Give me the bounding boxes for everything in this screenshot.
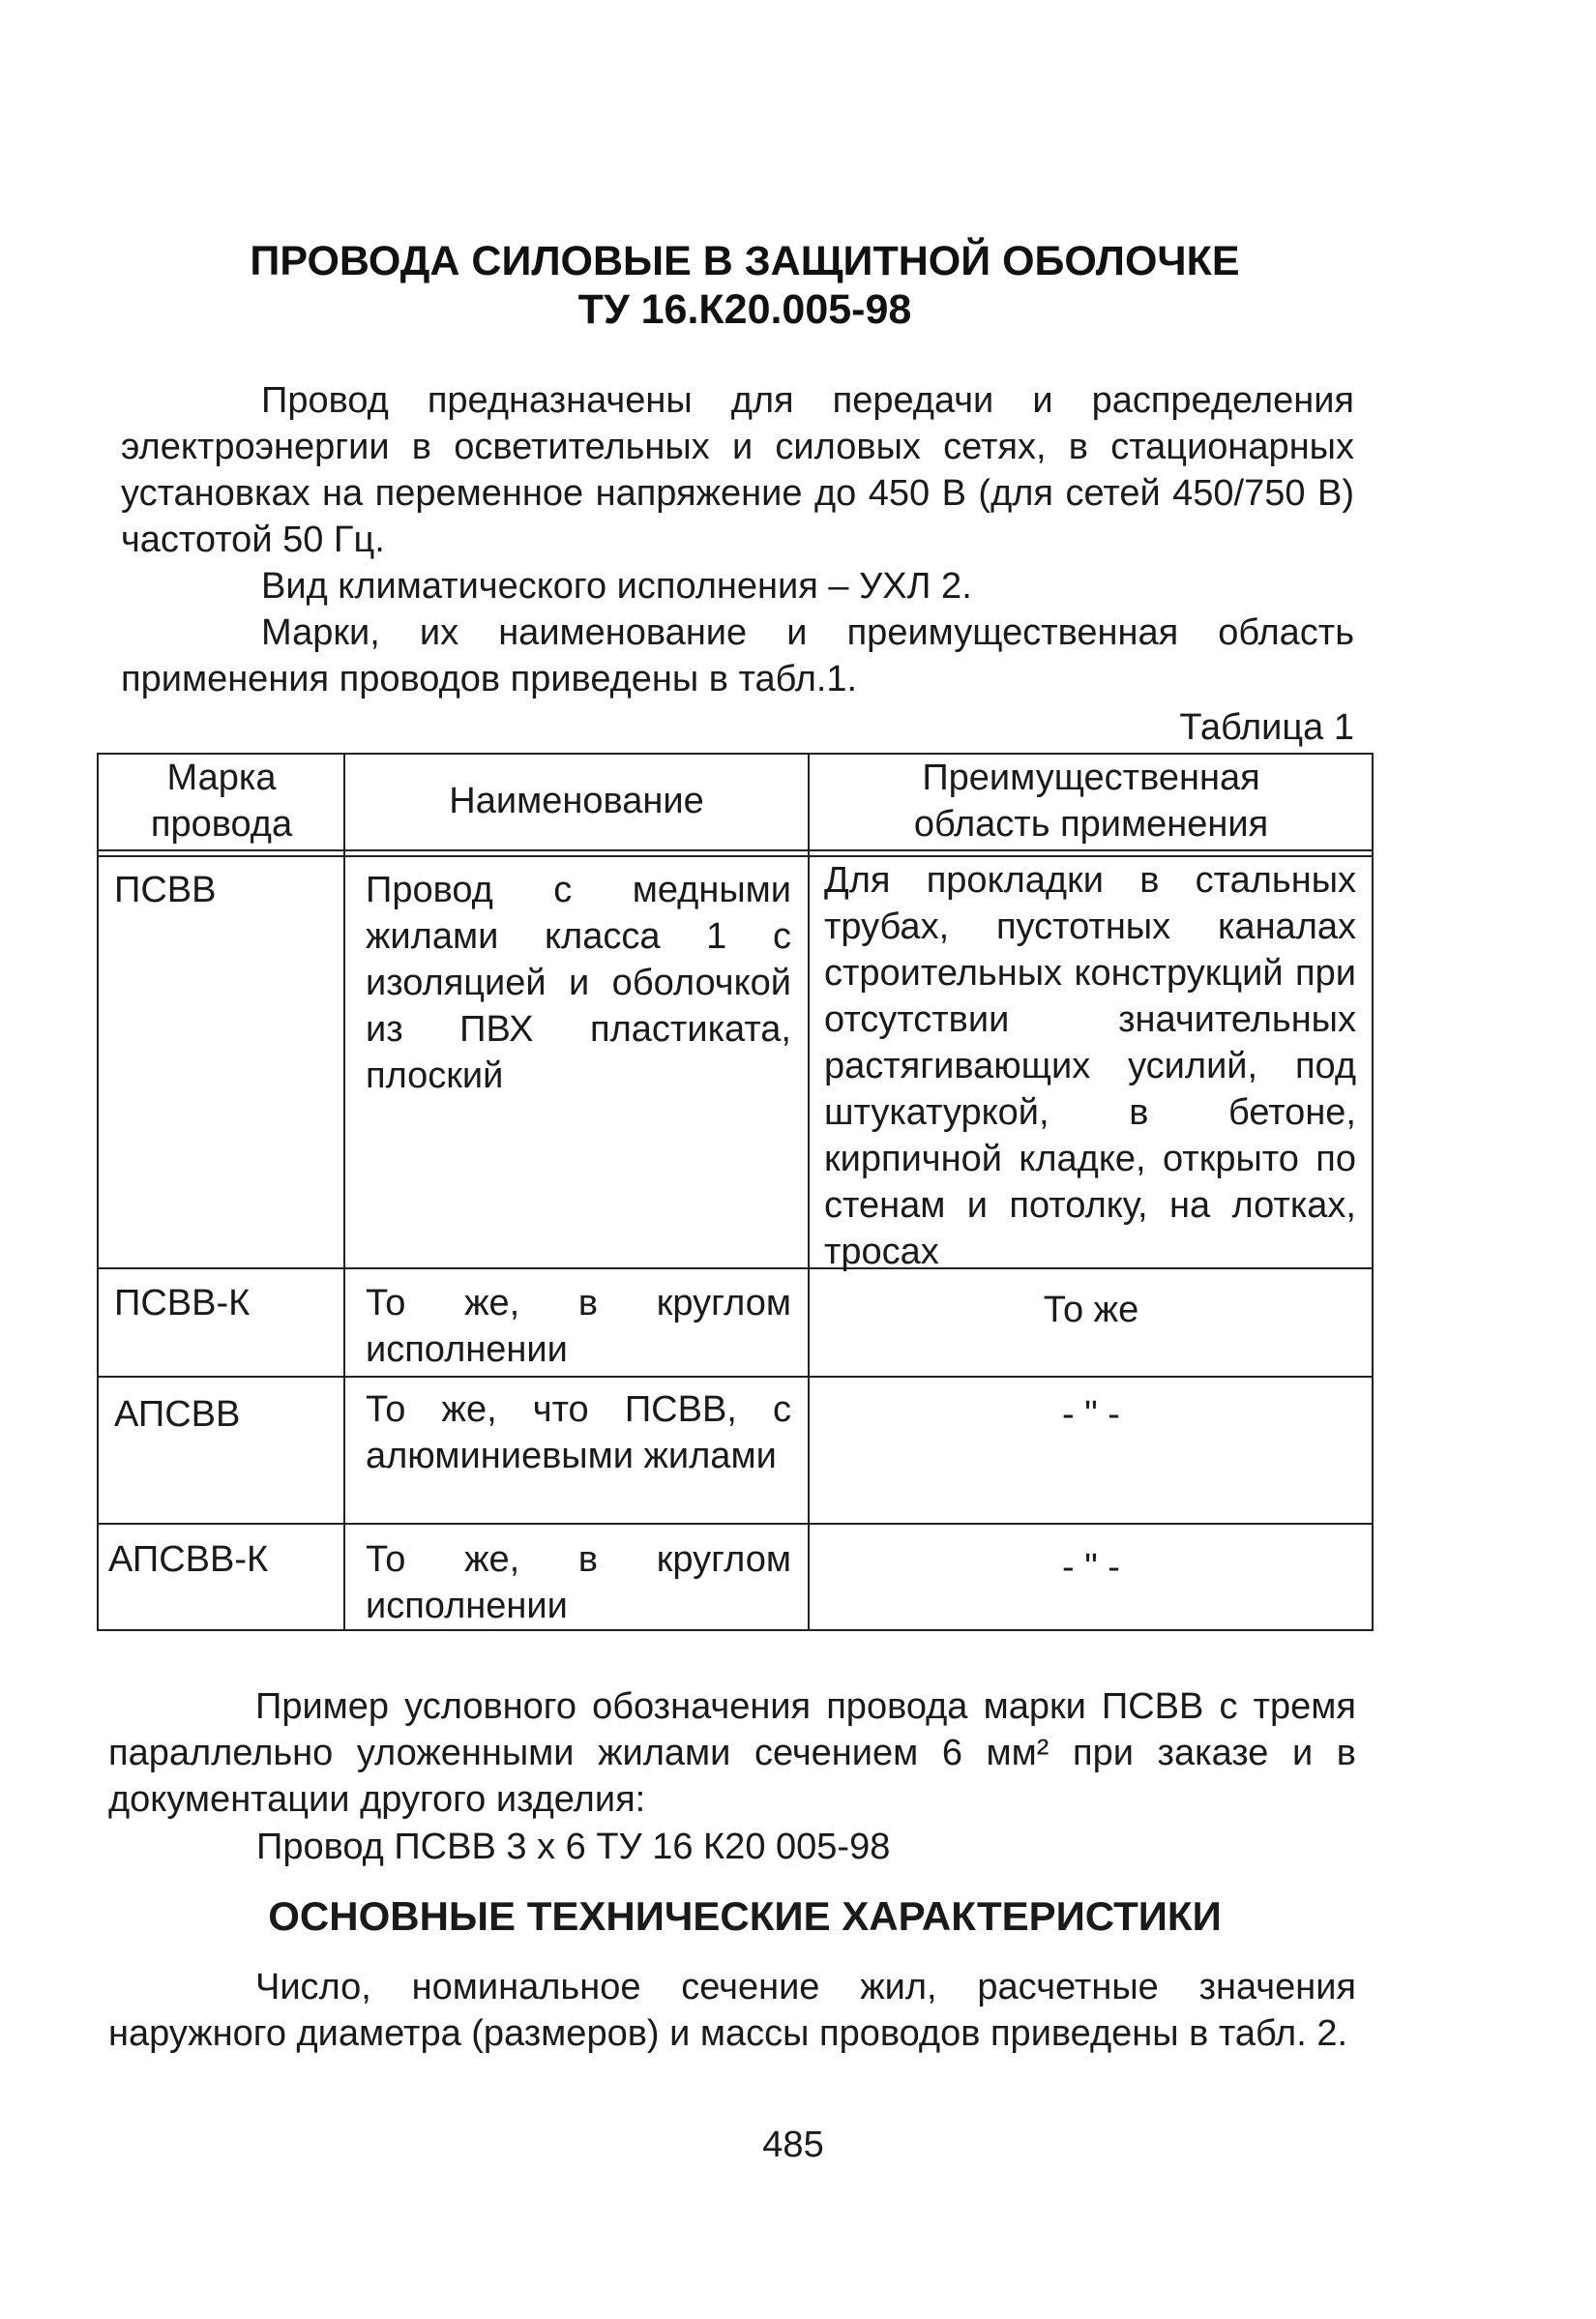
example-designation: Провод ПСВВ 3 х 6 ТУ 16 К20 005-98 (256, 1827, 891, 1867)
brands-table (97, 753, 1374, 1643)
row1-mark: ПСВВ (114, 870, 217, 910)
row2-usage: То же (1043, 1290, 1139, 1330)
header-mark: Марка провода (150, 758, 293, 845)
climate-paragraph (121, 563, 1354, 609)
section-text: Число, номинальное сечение жил, расчетные значения наружного диаметра (размеров) и массы проводов приведены в табл. 2. (108, 1967, 1356, 2054)
row1-name: Провод с медными жилами класса 1 с изоляцией и оболочкой из ПВХ пластиката, плоский (366, 870, 791, 1096)
spec-number: ТУ 16.К20.005-98 (577, 286, 912, 333)
row4-mark: АПСВВ-К (108, 1539, 269, 1580)
row2-name: То же, в круглом исполнении (366, 1283, 791, 1370)
purpose-paragraph (121, 377, 1354, 563)
row1-usage: Для прокладки в стальных трубах, пустотных каналах строительных конструкций при отсутствии значительных растягивающих усилий, под штукатуркой, в бетоне, кирпичной кладке, открыто по стенам и потолку, на лотках, тросах (824, 860, 1356, 1272)
header-usage: Преимущественная область применения (913, 758, 1269, 845)
example-paragraph (108, 1683, 1356, 1823)
document-title: ПРОВОДА СИЛОВЫЕ В ЗАЩИТНОЙ ОБОЛОЧКЕ (250, 238, 1240, 284)
section-paragraph (108, 1964, 1356, 2057)
section-title: ОСНОВНЫЕ ТЕХНИЧЕСКИЕ ХАРАКТЕРИСТИКИ (268, 1893, 1222, 1939)
row3-mark: АПСВВ (114, 1394, 241, 1435)
table-caption: Таблица 1 (1179, 707, 1354, 748)
row4-usage: - " - (1062, 1547, 1120, 1588)
row3-name: То же, что ПСВВ, с алюминиевыми жилами (366, 1389, 791, 1476)
climate-text: Вид климатического исполнения – УХЛ 2. (261, 566, 972, 607)
brands-paragraph (121, 609, 1354, 702)
purpose-text: Провод предназначены для передачи и распределения электроэнергии в осветительных и силовых сетях, в стационарных установках на переменное напряжение до 450 В (для сетей 450/750 В) частотой 50 Гц. (121, 380, 1354, 560)
header-name: Наименование (449, 781, 704, 821)
row4-name: То же, в круглом исполнении (366, 1539, 791, 1626)
row3-usage: - " - (1062, 1394, 1120, 1435)
page-number: 485 (762, 2125, 824, 2165)
example-text: Пример условного обозначения провода марки ПСВВ с тремя параллельно уложенными жилами сечением 6 мм² при заказе и в документации другого изделия: (108, 1686, 1356, 1820)
brands-text: Марки, их наименование и преимущественная область применения проводов приведены в табл.1. (121, 612, 1354, 699)
row2-mark: ПСВВ-К (114, 1283, 251, 1323)
